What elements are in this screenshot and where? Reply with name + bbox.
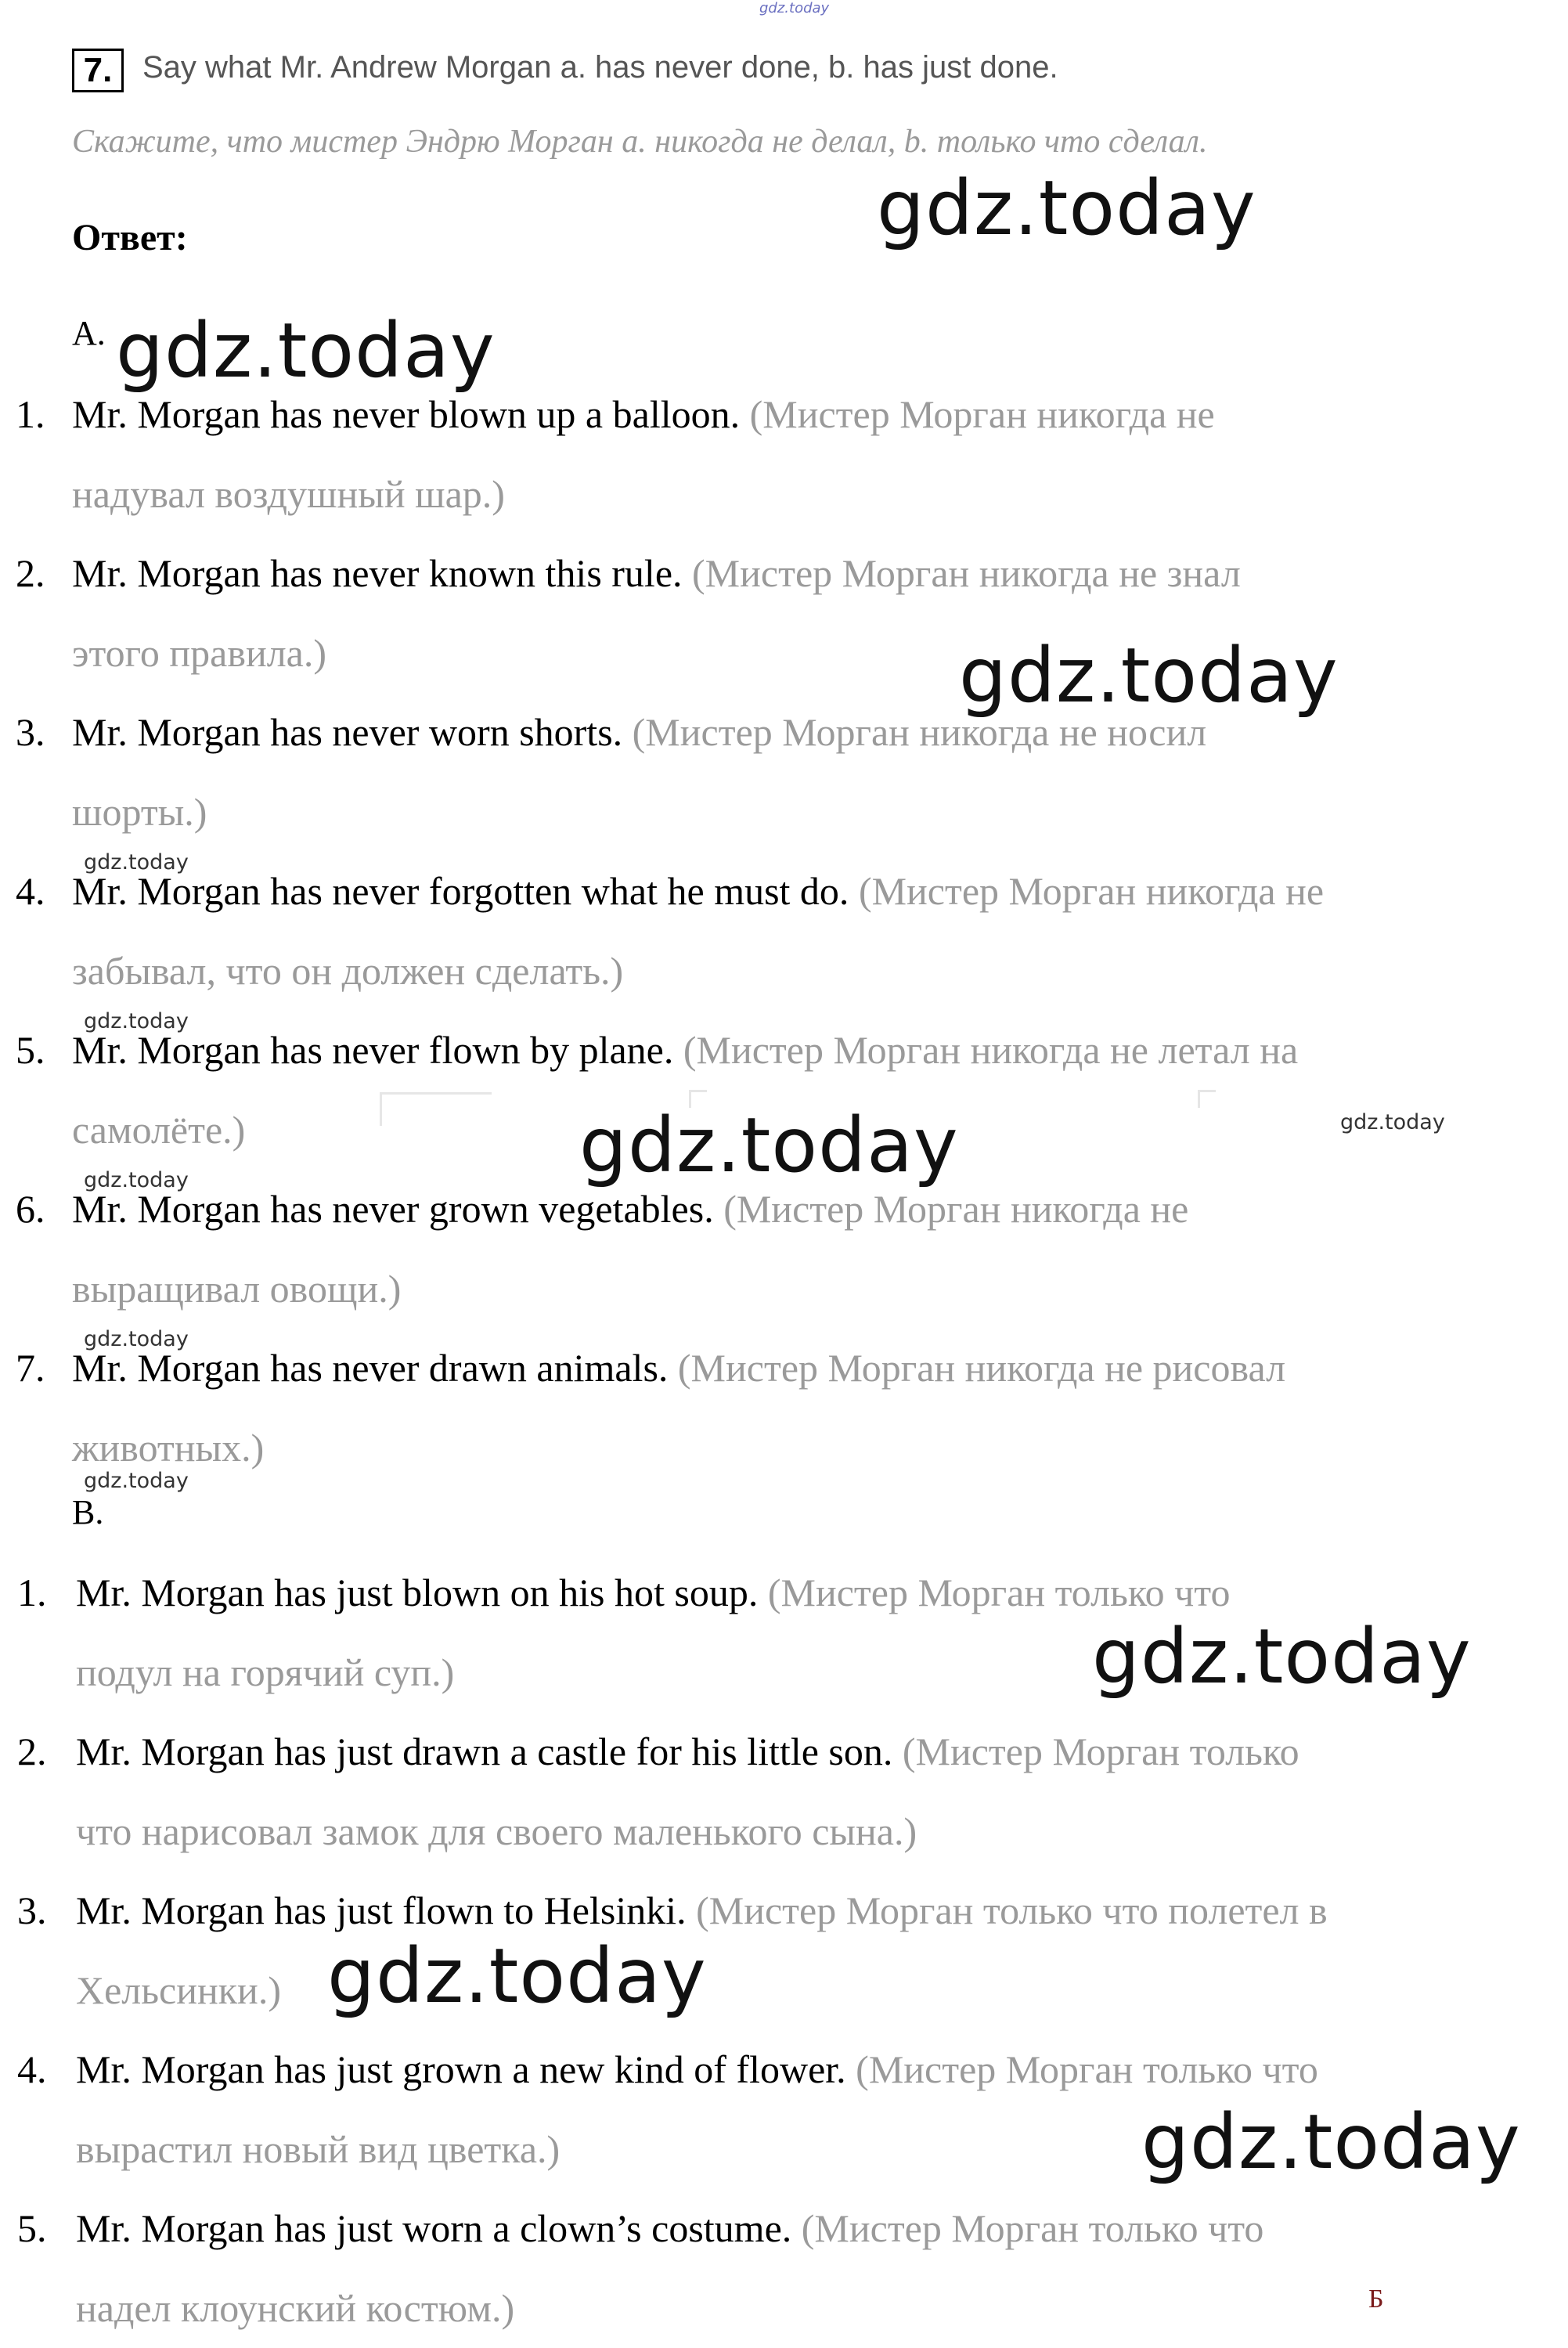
item-russian-cont: забывал, что он должен сделать.) [72,949,624,993]
watermark: gdz.today [1340,1110,1445,1134]
watermark: gdz.today [84,1009,189,1033]
item-russian: (Мистер Морган только что [801,2206,1264,2250]
item-number: 2. [17,1729,47,1773]
item-russian: (Мистер Морган только [902,1729,1299,1773]
item-russian: (Мистер Морган никогда не носил [632,710,1207,754]
ghost-mark [380,1092,492,1126]
ghost-mark [1198,1090,1216,1108]
item-english: Mr. Morgan has just worn a clown’s costume. [76,2206,792,2250]
item-number: 1. [17,1571,47,1614]
item-english: Mr. Morgan has never drawn animals. [72,1346,669,1390]
item-english: Mr. Morgan has never forgotten what he must do. [72,869,849,913]
watermark-top: gdz.today [759,0,830,16]
item-russian: (Мистер Морган только что полетел в [696,1888,1328,1932]
watermark: gdz.today [327,1932,707,2020]
item-number: 1. [16,392,45,436]
item-number: 3. [16,710,45,754]
item-english: Mr. Morgan has just blown on his hot soup. [76,1571,759,1614]
item-line-1 [72,1010,1298,1090]
item-line-1 [76,1553,1231,1632]
item-russian: (Мистер Морган никогда не рисовал [677,1346,1286,1390]
item-number: 3. [17,1888,47,1932]
item-line-1 [76,2029,1318,2109]
item-english: Mr. Morgan has never grown vegetables. [72,1187,714,1231]
item-number: 6. [16,1187,45,1231]
task-number: 7. [72,49,124,92]
item-russian: (Мистер Морган только что [767,1571,1231,1614]
watermark: gdz.today [1092,1613,1472,1701]
watermark: gdz.today [84,1327,189,1351]
watermark: gdz.today [959,632,1339,720]
watermark: gdz.today [84,850,189,875]
item-line-1 [76,1711,1299,1791]
task-instruction-ru: Скажите, что мистер Эндрю Морган a. никогда не делал, b. только что сделал. [72,124,1208,160]
watermark: gdz.today [579,1102,959,1189]
item-russian: (Мистер Морган никогда не знал [692,551,1241,595]
item-english: Mr. Morgan has never known this rule. [72,551,683,595]
item-number: 5. [17,2206,47,2250]
item-russian: (Мистер Морган только что [856,2047,1318,2091]
item-russian-cont: шорты.) [72,790,207,834]
item-english: Mr. Morgan has just drawn a castle for his little son. [76,1729,893,1773]
item-line-1 [72,1328,1285,1408]
item-russian-cont: этого правила.) [72,631,327,675]
task-instruction-en: Say what Mr. Andrew Morgan a. has never done, b. has just done. [142,50,1058,85]
item-russian-cont: надувал воздушный шар.) [72,472,505,516]
item-russian-cont: надел клоунский костюм.) [76,2286,515,2330]
item-russian: (Мистер Морган никогда не [749,392,1215,436]
watermark: gdz.today [877,164,1256,252]
stray-glyph: Б [1368,2285,1384,2314]
item-line-1 [76,2188,1263,2268]
item-russian-cont: самолёте.) [72,1108,246,1152]
item-english: Mr. Morgan has never blown up a balloon. [72,392,741,436]
watermark: gdz.today [1141,2098,1521,2186]
item-russian-cont: что нарисовал замок для своего маленького сына.) [76,1809,917,1853]
item-russian-cont: вырастил новый вид цветка.) [76,2127,561,2171]
watermark: gdz.today [84,1469,189,1493]
watermark: gdz.today [84,1168,189,1192]
item-russian: (Мистер Морган никогда не [858,869,1325,913]
item-number: 4. [17,2047,47,2091]
item-english: Mr. Morgan has just flown to Helsinki. [76,1888,687,1932]
item-russian-cont: выращивал овощи.) [72,1267,402,1311]
item-number: 7. [16,1346,45,1390]
item-number: 5. [16,1028,45,1072]
item-line-1 [72,533,1241,613]
item-number: 2. [16,551,45,595]
item-english: Mr. Morgan has just grown a new kind of flower. [76,2047,846,2091]
item-russian-cont: Хельсинки.) [76,1968,281,2012]
item-english: Mr. Morgan has never worn shorts. [72,710,623,754]
watermark: gdz.today [116,307,496,395]
item-line-1 [72,851,1324,931]
item-russian-cont: подул на горячий суп.) [76,1650,455,1694]
section-b-label: B. [72,1493,104,1531]
item-russian: (Мистер Морган никогда не [723,1187,1189,1231]
item-english: Mr. Morgan has never flown by plane. [72,1028,674,1072]
item-russian-cont: животных.) [72,1426,265,1470]
item-russian: (Мистер Морган никогда не летал на [683,1028,1299,1072]
answer-label: Ответ: [72,217,188,258]
section-a-label: A. [72,314,106,352]
item-number: 4. [16,869,45,913]
